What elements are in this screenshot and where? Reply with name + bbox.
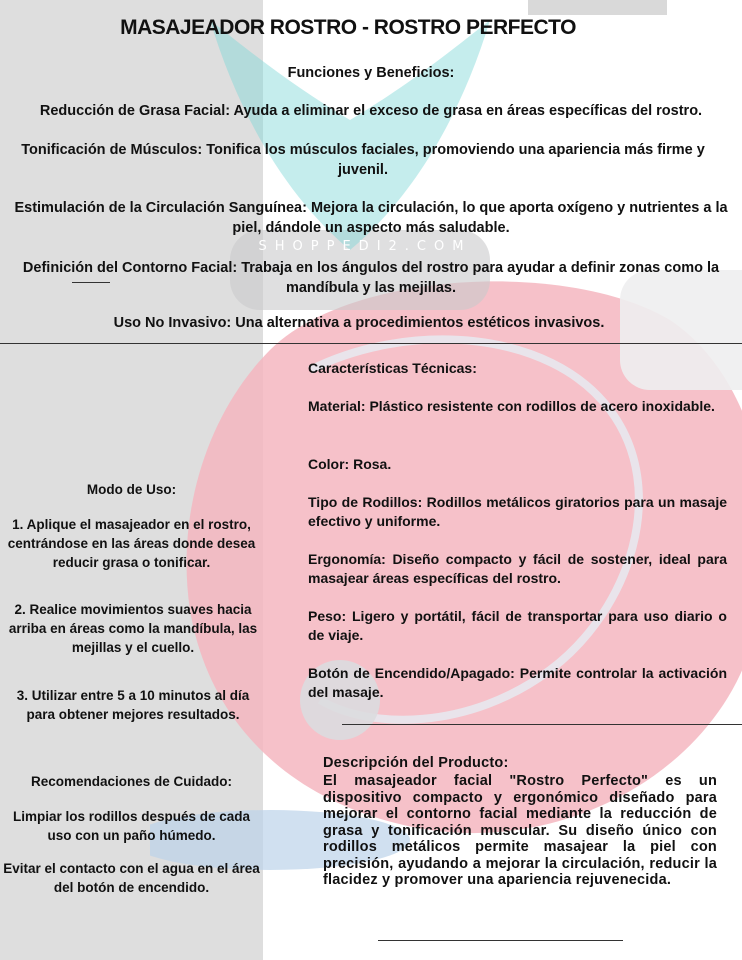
benefit-item: Tonificación de Músculos: Tonifica los músculos faciales, promoviendo una apariencia más firme y juvenil. [21,142,705,178]
usage-step: 2. Realice movimientos suaves hacia arriba en áreas como la mandíbula, las mejillas y el cuello. [8,602,258,655]
top-grey-bar [528,0,667,15]
page-title: MASAJEADOR ROSTRO - ROSTRO PERFECTO [120,16,576,39]
watermark-brand: SHOPPEDI2.COM [258,239,472,254]
section-divider [342,724,742,725]
spec-item: Tipo de Rodillos: Rodillos metálicos giratorios para un masaje efectivo y uniforme. [308,494,727,529]
care-item: Limpiar los rodillos después de cada uso con un paño húmedo. [12,809,251,843]
bottom-divider [378,940,623,941]
usage-step: 3. Utilizar entre 5 a 10 minutos al día para obtener mejores resultados. [16,688,250,722]
usage-step: 1. Aplique el masajeador en el rostro, centrándose en las áreas donde desea reducir grasa o tonificar. [7,517,256,570]
section-divider [0,343,742,344]
usage-heading: Modo de Uso: [86,482,177,497]
benefit-item: Uso No Invasivo: Una alternativa a procedimientos estéticos invasivos. [113,315,605,331]
spec-item: Ergonomía: Diseño compacto y fácil de sostener, ideal para masajear áreas específicas del rostro. [308,551,727,586]
description-text: El masajeador facial "Rostro Perfecto" es un dispositivo compacto y ergonómico diseñado para mejorar el contorno facial mediante la reducción de grasa y tonificación muscular. Su diseño único con rodillos metálicos permite masajear la piel con precisión, ayudando a mejorar la circulación, reducir la flacidez y promover una apariencia rejuvenecida. [323,773,717,888]
spec-item: Material: Plástico resistente con rodillos de acero inoxidable. [308,398,715,414]
care-item: Evitar el contacto con el agua en el área del botón de encendido. [3,861,260,895]
benefit-item: Definición del Contorno Facial: Trabaja en los ángulos del rostro para ayudar a definir zonas como la mandíbula y las mejillas. [22,260,720,296]
specs-heading: Características Técnicas: [308,360,477,376]
spec-item: Color: Rosa. [308,456,392,472]
care-heading: Recomendaciones de Cuidado: [30,774,233,789]
spec-item: Peso: Ligero y portátil, fácil de transportar para uso diario o de viaje. [308,608,727,643]
benefits-heading: Funciones y Beneficios: [287,65,455,81]
description-heading: Descripción del Producto: [323,755,509,771]
spec-item: Botón de Encendido/Apagado: Permite controlar la activación del masaje. [308,665,727,700]
benefit-item: Estimulación de la Circulación Sanguínea: Mejora la circulación, lo que aporta oxígeno y nutrientes a la piel, dándole un aspecto más saludable. [14,200,728,236]
benefit-item: Reducción de Grasa Facial: Ayuda a eliminar el exceso de grasa en áreas específicas del rostro. [39,103,703,119]
short-divider [72,282,110,283]
